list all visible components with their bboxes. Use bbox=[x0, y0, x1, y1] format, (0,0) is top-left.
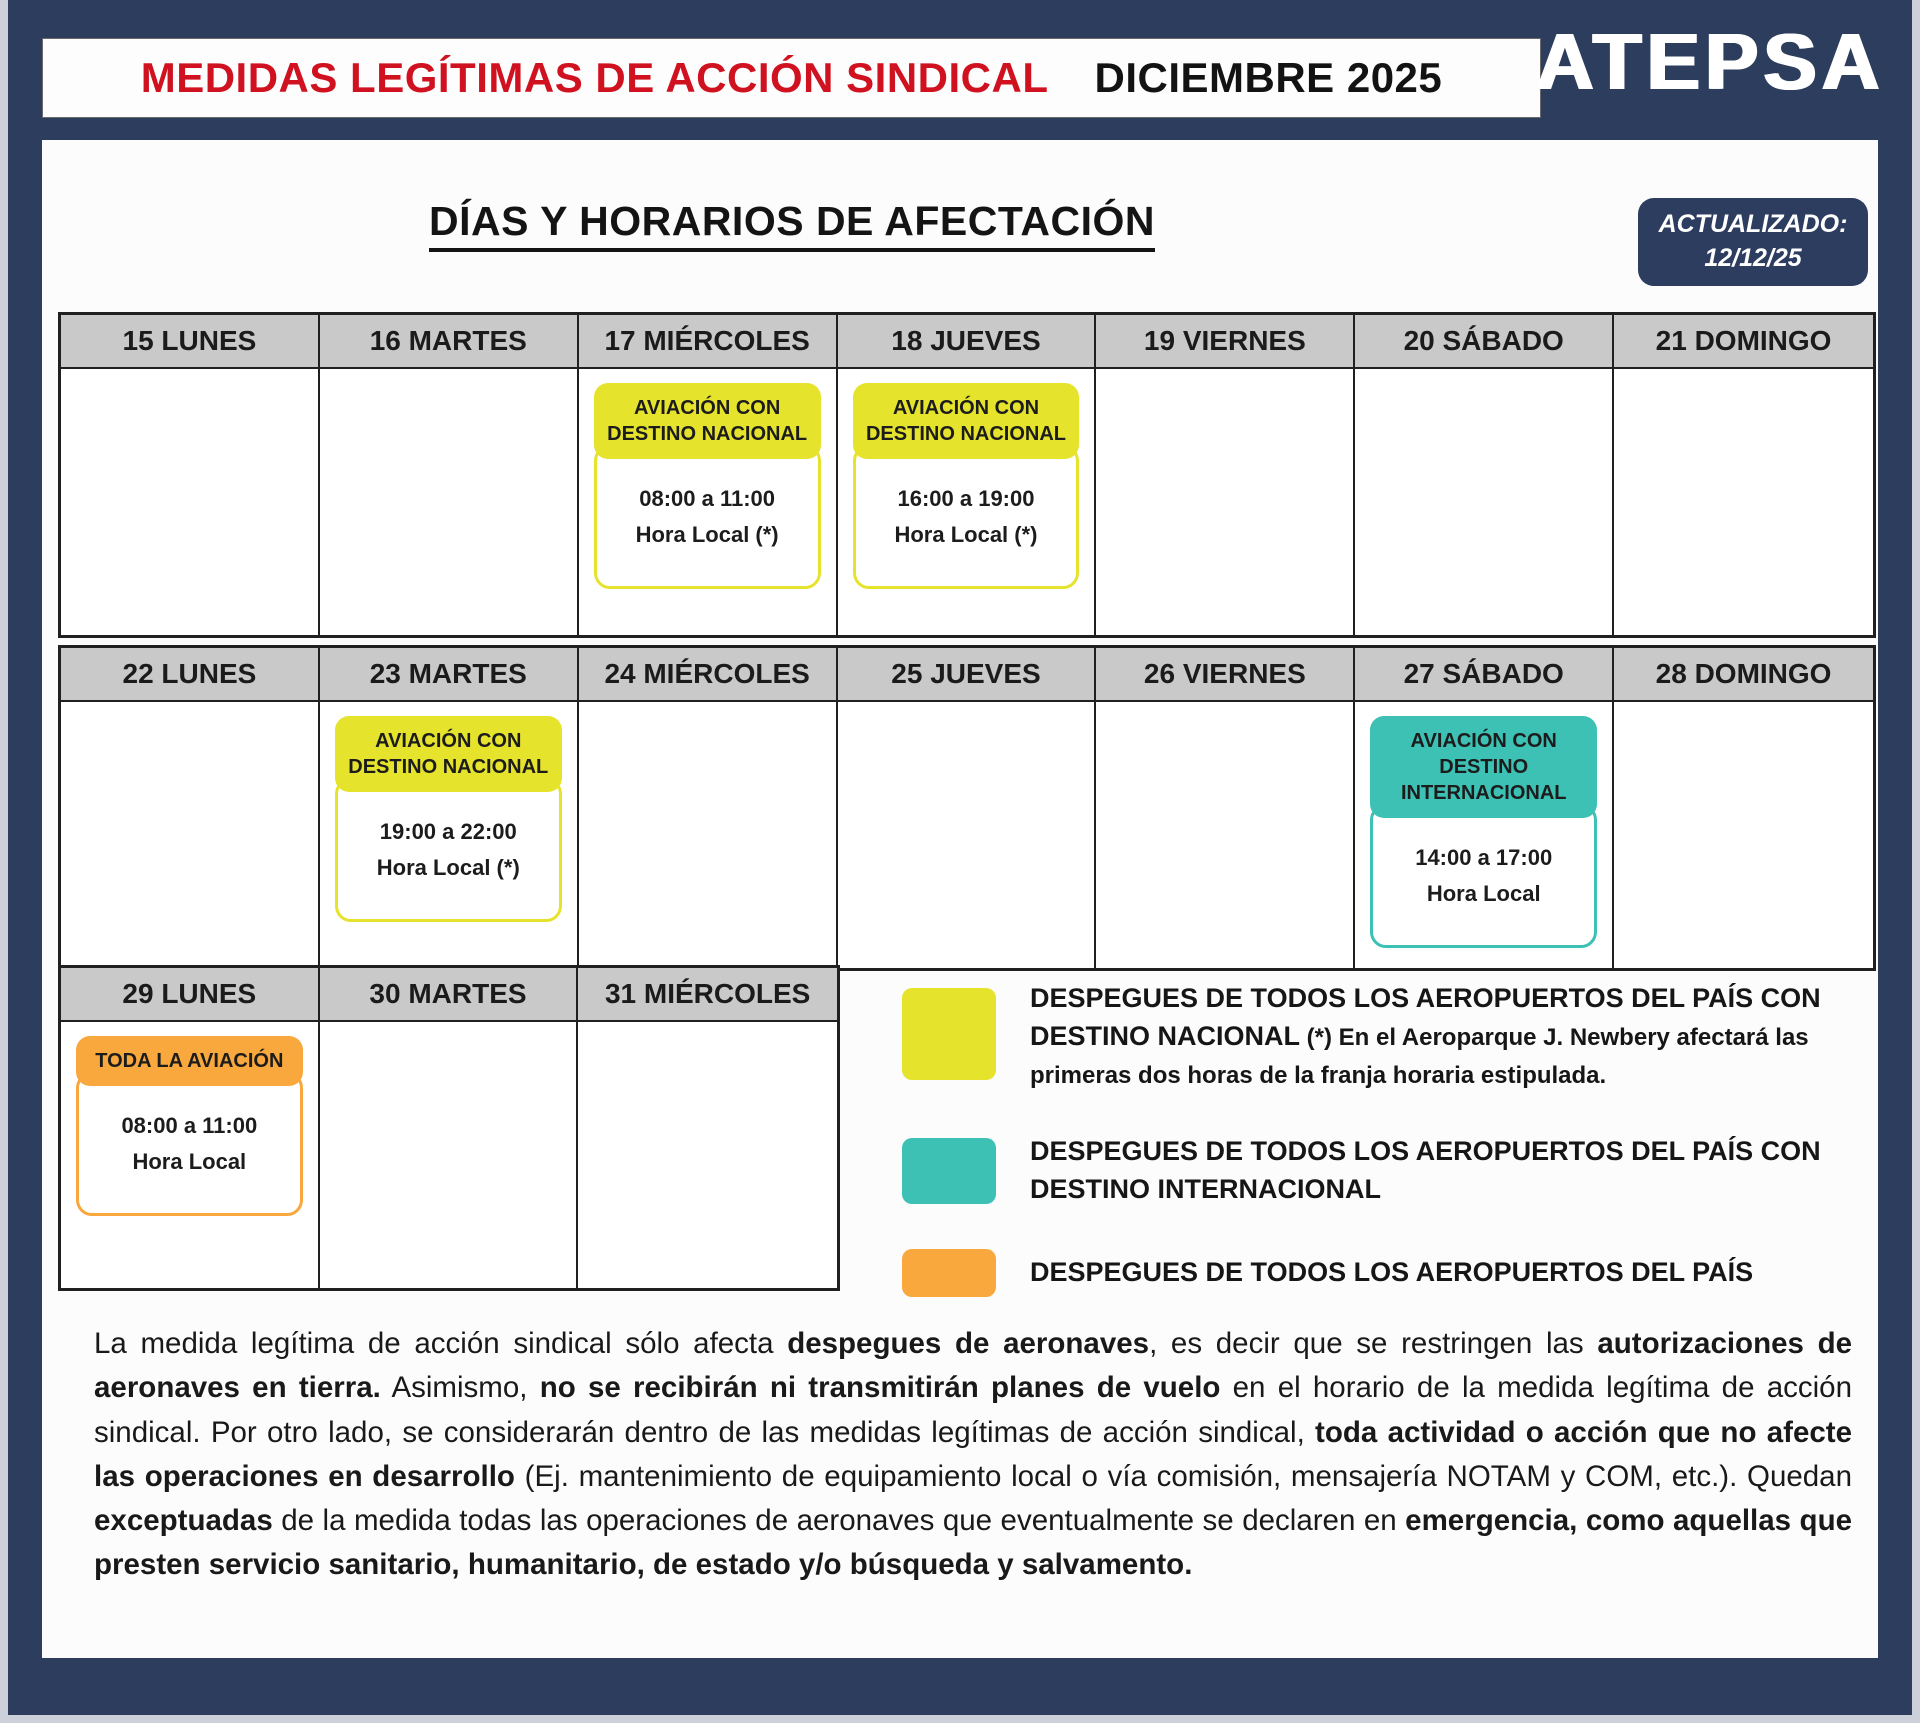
day-body bbox=[579, 702, 836, 968]
day-header: 18 JUEVES bbox=[838, 315, 1095, 369]
day-header: 24 MIÉRCOLES bbox=[579, 648, 836, 702]
calendar-week-1 bbox=[58, 312, 1876, 638]
day-body bbox=[838, 369, 1095, 635]
day-header: 16 MARTES bbox=[320, 315, 577, 369]
event-time-note: Hora Local (*) bbox=[894, 522, 1038, 547]
day-body bbox=[1614, 369, 1873, 635]
day-cell bbox=[1355, 315, 1614, 635]
header-month: DICIEMBRE 2025 bbox=[1094, 54, 1443, 101]
event-time bbox=[76, 1072, 303, 1216]
paragraph-segment: exceptuadas bbox=[94, 1504, 273, 1537]
updated-label: ACTUALIZADO: bbox=[1658, 210, 1848, 238]
legend-label: DESPEGUES DE TODOS LOS AEROPUERTOS DEL PAÍS CON DESTINO NACIONAL bbox=[1030, 983, 1821, 1051]
paragraph-segment: despegues de aeronaves bbox=[787, 1327, 1150, 1360]
day-body bbox=[320, 369, 577, 635]
legend-text bbox=[1030, 1254, 1753, 1292]
paragraph-segment: autorizaciones de aeronaves en tierra. bbox=[94, 1327, 1853, 1405]
legend-swatch bbox=[902, 988, 996, 1080]
day-body bbox=[838, 702, 1095, 968]
legend-label: DESPEGUES DE TODOS LOS AEROPUERTOS DEL PAÍS CON DESTINO INTERNACIONAL bbox=[1030, 1136, 1821, 1205]
day-header: 31 MIÉRCOLES bbox=[578, 968, 837, 1022]
day-header: 21 DOMINGO bbox=[1614, 315, 1873, 369]
day-body bbox=[578, 1022, 837, 1288]
paragraph-segment: (Ej. mantenimiento de equipamiento local o vía comisión, mensajería NOTAM y COM, etc.). Quedan bbox=[514, 1459, 1852, 1493]
legend-swatch bbox=[902, 1249, 996, 1297]
event-time-note: Hora Local (*) bbox=[376, 855, 520, 880]
legend-item bbox=[902, 1133, 1887, 1209]
day-cell bbox=[1614, 315, 1873, 635]
day-header: 28 DOMINGO bbox=[1614, 648, 1873, 702]
day-cell bbox=[1096, 315, 1355, 635]
day-cell bbox=[579, 315, 838, 635]
event-time-range: 08:00 a 11:00 bbox=[121, 1113, 258, 1139]
day-cell bbox=[1355, 648, 1614, 968]
event-time bbox=[1370, 804, 1597, 948]
day-cell bbox=[838, 315, 1097, 635]
day-body bbox=[320, 702, 577, 968]
paragraph-segment: Asimismo, bbox=[380, 1371, 540, 1405]
paragraph-segment: toda actividad o acción que no afecte las operaciones en desarrollo bbox=[94, 1415, 1853, 1493]
updated-date: 12/12/25 bbox=[1704, 243, 1802, 272]
day-header: 20 SÁBADO bbox=[1355, 315, 1612, 369]
day-header: 15 LUNES bbox=[61, 315, 318, 369]
legend-note: (*) En el Aeroparque J. Newbery afectará las primeras dos horas de la franja horaria estipulada. bbox=[1030, 1023, 1809, 1089]
header-bar bbox=[42, 38, 1541, 118]
day-cell bbox=[579, 648, 838, 968]
event-time-range: 14:00 a 17:00 bbox=[1415, 845, 1553, 871]
brand-logo: ATEPSA bbox=[1535, 17, 1884, 106]
day-cell bbox=[61, 315, 320, 635]
day-header: 23 MARTES bbox=[320, 648, 577, 702]
paragraph-segment: en el horario de la medida legítima de acción sindical. Por otro lado, se considerarán dentro de las medidas legítimas de acción sindical, bbox=[94, 1371, 1852, 1449]
day-body bbox=[1614, 702, 1873, 968]
day-cell bbox=[578, 968, 837, 1288]
day-body bbox=[320, 1022, 577, 1288]
day-header: 17 MIÉRCOLES bbox=[579, 315, 836, 369]
footer-paragraph bbox=[94, 1322, 1852, 1588]
day-body bbox=[579, 369, 836, 635]
legend-label: DESPEGUES DE TODOS LOS AEROPUERTOS DEL PAÍS bbox=[1030, 1257, 1754, 1288]
day-header: 25 JUEVES bbox=[838, 648, 1095, 702]
day-header: 27 SÁBADO bbox=[1355, 648, 1612, 702]
paragraph-segment: no se recibirán ni transmitirán planes de vuelo bbox=[539, 1371, 1221, 1405]
event-time bbox=[594, 445, 821, 589]
day-header: 29 LUNES bbox=[61, 968, 318, 1022]
event-label: AVIACIÓN CON DESTINO NACIONAL bbox=[335, 716, 562, 792]
legend-text bbox=[1030, 980, 1887, 1093]
legend-item bbox=[902, 1249, 1887, 1297]
day-header: 19 VIERNES bbox=[1096, 315, 1353, 369]
day-cell bbox=[61, 968, 320, 1288]
event-time-range: 19:00 a 22:00 bbox=[379, 819, 517, 845]
day-body bbox=[1096, 369, 1353, 635]
page-title: DÍAS Y HORARIOS DE AFECTACIÓN bbox=[42, 198, 1542, 245]
paragraph-segment: emergencia, como aquellas que presten servicio sanitario, humanitario, de estado y/o búsqueda y salvamento. bbox=[94, 1504, 1852, 1582]
day-cell bbox=[320, 648, 579, 968]
legend-swatch bbox=[902, 1138, 996, 1204]
event-time-range: 16:00 a 19:00 bbox=[897, 486, 1035, 512]
event-label: AVIACIÓN CON DESTINO NACIONAL bbox=[853, 383, 1080, 459]
legend bbox=[902, 980, 1887, 1337]
event-time-range: 08:00 a 11:00 bbox=[639, 486, 776, 512]
day-cell bbox=[320, 968, 579, 1288]
event-label: TODA LA AVIACIÓN bbox=[76, 1036, 303, 1086]
day-header: 22 LUNES bbox=[61, 648, 318, 702]
event-time-note: Hora Local bbox=[1426, 881, 1541, 906]
calendar-week-3 bbox=[58, 965, 840, 1291]
content-panel bbox=[42, 140, 1878, 1658]
legend-item bbox=[902, 980, 1887, 1093]
day-body bbox=[61, 369, 318, 635]
event-time bbox=[853, 445, 1080, 589]
day-cell bbox=[1096, 648, 1355, 968]
day-cell bbox=[838, 648, 1097, 968]
day-body bbox=[1355, 702, 1612, 968]
event-time-note: Hora Local bbox=[132, 1149, 247, 1174]
day-header: 30 MARTES bbox=[320, 968, 577, 1022]
paragraph-segment: La medida legítima de acción sindical sólo afecta bbox=[94, 1327, 788, 1360]
day-body bbox=[1096, 702, 1353, 968]
day-body bbox=[1355, 369, 1612, 635]
day-cell bbox=[61, 648, 320, 968]
event-label: AVIACIÓN CON DESTINO INTERNACIONAL bbox=[1370, 716, 1597, 818]
day-body bbox=[61, 702, 318, 968]
event-time bbox=[335, 778, 562, 922]
paragraph-segment: de la medida todas las operaciones de aeronaves que eventualmente se declaren en bbox=[272, 1504, 1406, 1537]
header-title: MEDIDAS LEGÍTIMAS DE ACCIÓN SINDICAL bbox=[140, 54, 1049, 101]
calendar-week-2 bbox=[58, 645, 1876, 971]
day-header: 26 VIERNES bbox=[1096, 648, 1353, 702]
day-cell bbox=[1614, 648, 1873, 968]
legend-text bbox=[1030, 1133, 1887, 1209]
event-time-note: Hora Local (*) bbox=[635, 522, 779, 547]
event-label: AVIACIÓN CON DESTINO NACIONAL bbox=[594, 383, 821, 459]
paragraph-segment: , es decir que se restringen las bbox=[1149, 1327, 1598, 1360]
day-body bbox=[61, 1022, 318, 1288]
day-cell bbox=[320, 315, 579, 635]
updated-badge bbox=[1638, 198, 1868, 286]
